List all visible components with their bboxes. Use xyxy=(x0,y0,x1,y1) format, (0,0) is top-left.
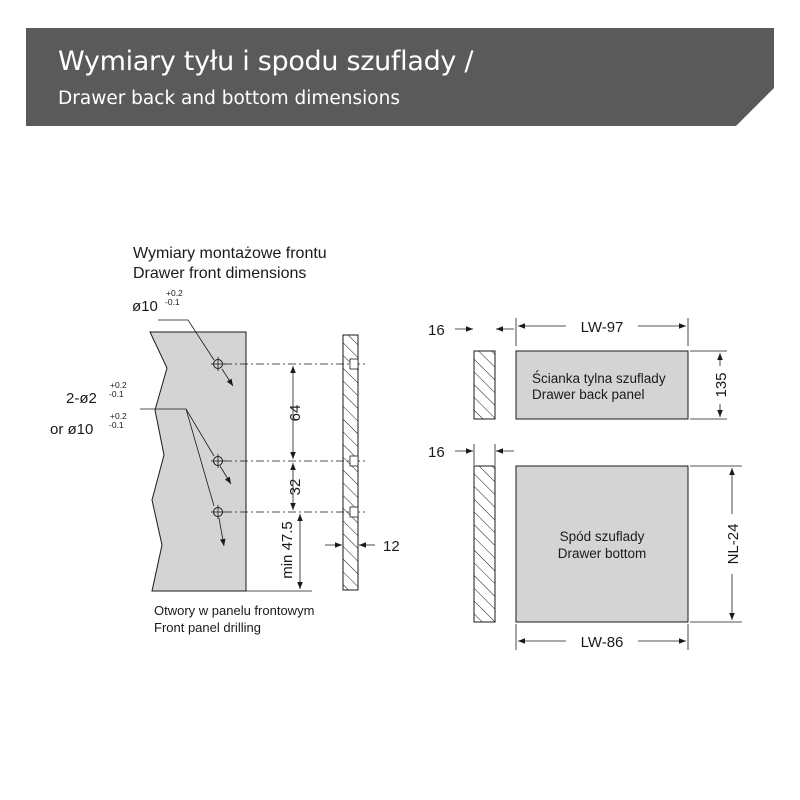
front-heading-en: Drawer front dimensions xyxy=(133,265,307,282)
bottom-panel-section xyxy=(474,466,495,622)
back-label-en: Drawer back panel xyxy=(532,387,645,402)
bottom-label-en: Drawer bottom xyxy=(557,546,647,561)
header-subtitle: Drawer back and bottom dimensions xyxy=(58,88,400,109)
hole-pair-label-1: 2-ø2 xyxy=(66,390,97,407)
dim-12-label: 12 xyxy=(383,538,400,555)
front-caption-en: Front panel drilling xyxy=(154,620,261,635)
header-title: Wymiary tyłu i spodu szuflady / xyxy=(58,46,474,77)
bottom-thickness-label: 16 xyxy=(428,444,445,461)
back-label-pl: Ścianka tylna szuflady xyxy=(532,371,666,386)
back-width-label: LW-97 xyxy=(580,319,624,336)
front-heading-pl: Wymiary montażowe frontu xyxy=(133,245,327,262)
back-height-label: 135 xyxy=(713,372,730,398)
hole-pair-tol-minus-1: -0.1 xyxy=(109,389,124,399)
bottom-panel-rect xyxy=(516,466,688,622)
bottom-thickness-dim xyxy=(455,444,514,465)
dim-min-label: min 47.5 xyxy=(279,521,296,579)
dim-32-label: 32 xyxy=(287,478,304,496)
bottom-panel-view xyxy=(428,444,742,651)
dim-64-label: 64 xyxy=(287,404,304,422)
back-thickness-label: 16 xyxy=(428,322,445,339)
bottom-width-label: LW-86 xyxy=(580,634,624,651)
back-panel-view xyxy=(428,318,730,419)
front-caption-pl: Otwory w panelu frontowym xyxy=(154,603,315,618)
hole-top-label: ø10 xyxy=(132,298,158,315)
hole-pair-label-2: or ø10 xyxy=(50,421,94,438)
hole-pair-tol-plus-2: +0.2 xyxy=(110,411,127,421)
front-panel-shape xyxy=(150,332,246,591)
hole-top-tol-plus: +0.2 xyxy=(166,288,183,298)
back-panel-section xyxy=(474,351,495,419)
bottom-label-pl: Spód szuflady xyxy=(559,529,645,544)
hole-pair-tol-plus-1: +0.2 xyxy=(110,380,127,390)
front-drilling-view xyxy=(50,245,400,635)
bottom-depth-label: NL-24 xyxy=(725,523,742,565)
hole-top-tol-minus: -0.1 xyxy=(165,297,180,307)
hole-pair-tol-minus-2: -0.1 xyxy=(109,420,124,430)
